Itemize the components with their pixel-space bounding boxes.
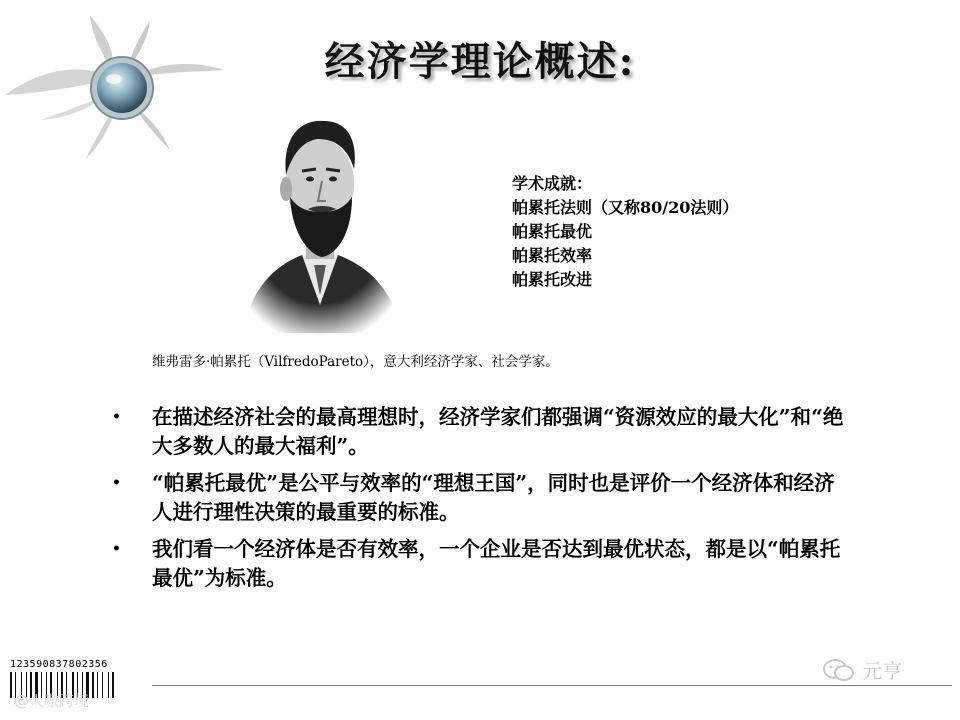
bullet-marker: • bbox=[112, 541, 121, 557]
barcode-digits: 123590837802356 bbox=[10, 659, 108, 670]
portrait-caption: 维弗雷多·帕累托（VilfredoPareto），意大利经济学家、社会学家。 bbox=[152, 354, 559, 370]
bullet-marker: • bbox=[112, 475, 121, 491]
portrait-photo bbox=[232, 105, 408, 333]
bullet-item bbox=[112, 535, 847, 593]
barcode-bar bbox=[108, 672, 109, 698]
bullet-text: “帕累托最优”是公平与效率的“理想王国”，同时也是评价一个经济体和经济人进行理性决策的最重要的标准。 bbox=[152, 471, 835, 524]
watermark-right-text: 元亨 bbox=[862, 659, 903, 683]
barcode-bar bbox=[10, 672, 12, 698]
achievement-item: 帕累托最优 bbox=[512, 222, 593, 241]
achievement-item: 帕累托效率 bbox=[512, 246, 593, 265]
barcode-bar bbox=[92, 672, 94, 698]
wechat-icon bbox=[822, 658, 856, 682]
bullet-list bbox=[112, 403, 847, 601]
bullet-item bbox=[112, 403, 847, 461]
watermark-right bbox=[822, 655, 902, 684]
slide-title: 经济学理论概述: bbox=[324, 38, 636, 85]
watermark-left: @人嗷跨境 bbox=[14, 692, 90, 710]
bullet-marker: • bbox=[112, 409, 121, 425]
barcode-bar bbox=[102, 672, 103, 698]
achievements-heading: 学术成就： bbox=[512, 174, 593, 193]
bullet-text: 在描述经济社会的最高理想时，经济学家们都强调“资源效应的最大化”和“绝大多数人的最大福利”。 bbox=[152, 405, 844, 458]
bullet-item bbox=[112, 469, 847, 527]
achievements-list bbox=[512, 172, 738, 292]
decorative-orb-emblem-icon bbox=[0, 0, 240, 175]
barcode-bar bbox=[112, 672, 114, 698]
barcode-bar bbox=[97, 672, 98, 698]
achievement-item: 帕累托改进 bbox=[512, 270, 593, 289]
footer-divider bbox=[152, 685, 952, 686]
bullet-text: 我们看一个经济体是否有效率，一个企业是否达到最优状态，都是以“帕累托最优”为标准。 bbox=[152, 537, 841, 590]
achievement-item: 帕累托法则（又称80/20法则） bbox=[512, 198, 739, 217]
